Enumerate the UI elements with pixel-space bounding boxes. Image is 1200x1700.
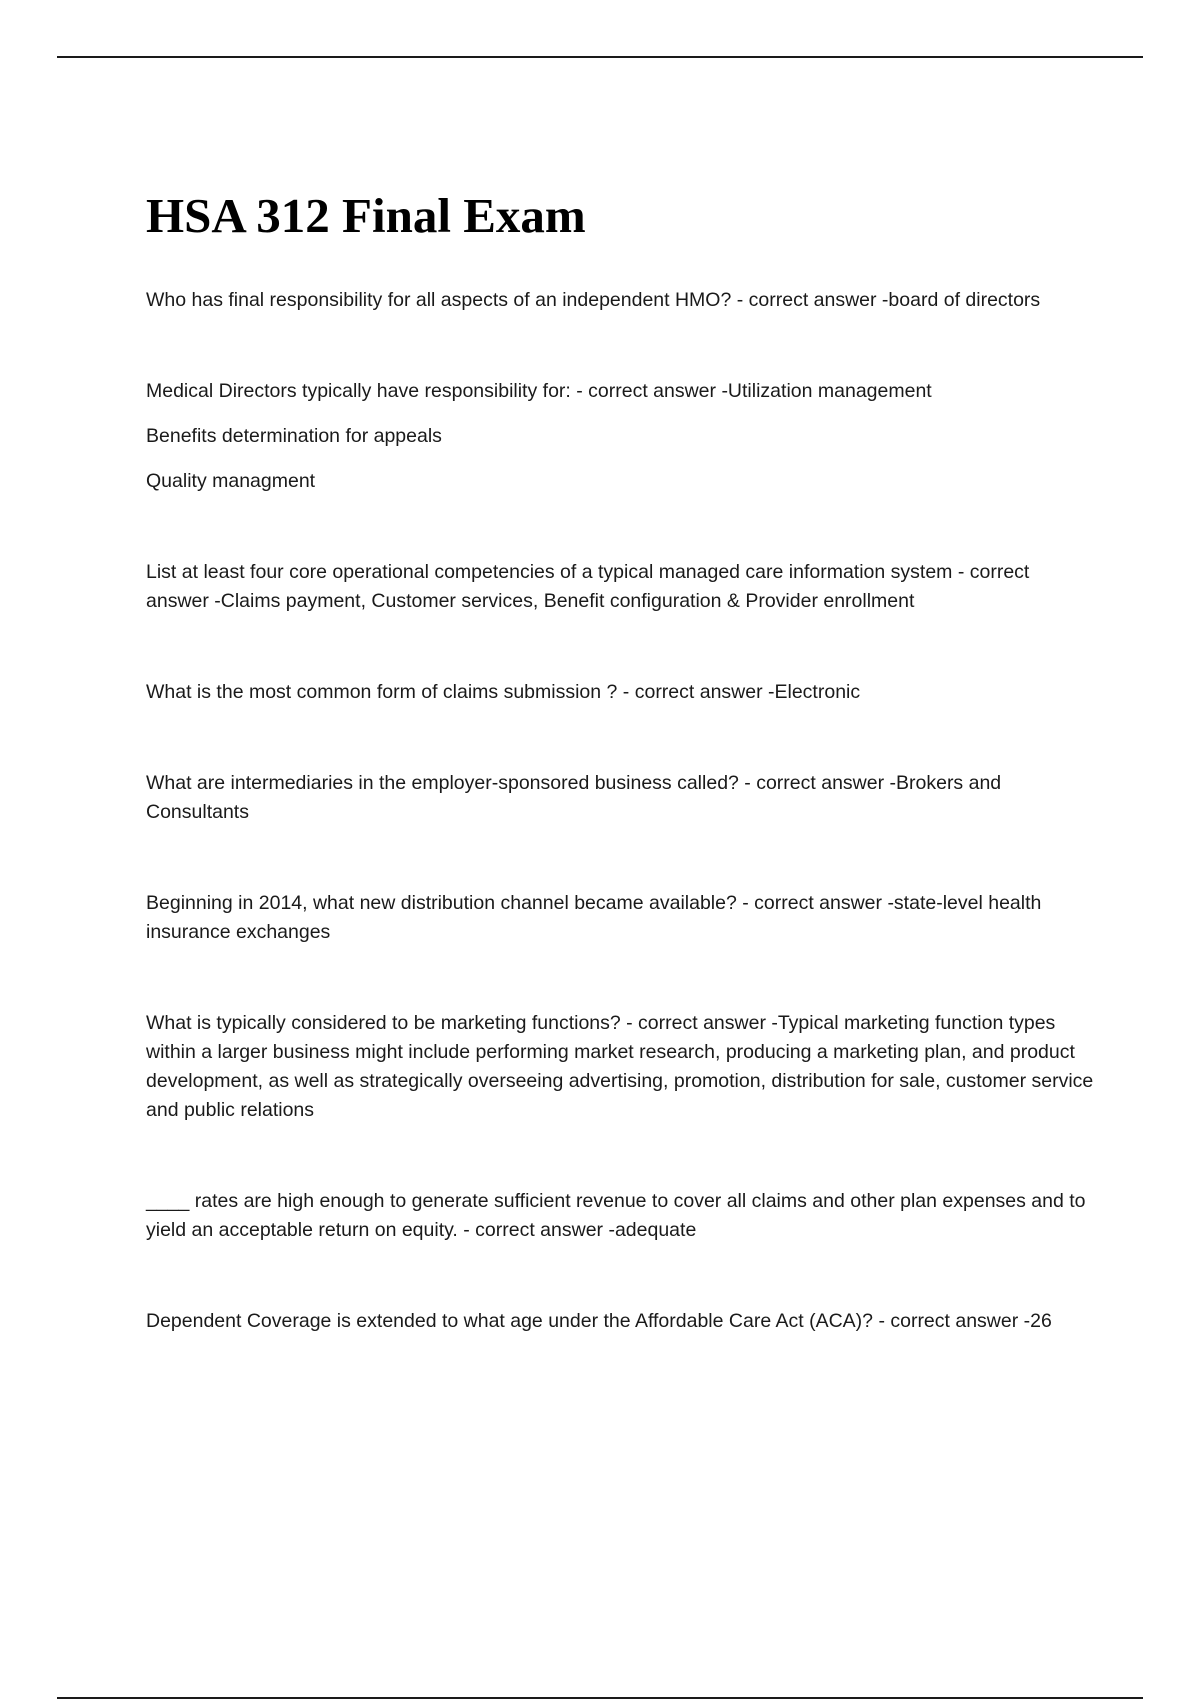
qa-text: Beginning in 2014, what new distribution channel became available? - correct answer -state-level health insurance exchanges (146, 892, 1042, 943)
qa-item (146, 377, 1096, 496)
qa-extra-line: Quality managment (146, 470, 316, 492)
qa-list (146, 286, 1096, 1336)
qa-item (146, 1307, 1096, 1336)
qa-text: What are intermediaries in the employer-sponsored business called? - correct answer -Brokers and Consultants (146, 772, 1002, 823)
header-rule (57, 56, 1143, 58)
qa-extra-line: Benefits determination for appeals (146, 425, 442, 447)
qa-text: Medical Directors typically have responsibility for: - correct answer -Utilization management (146, 380, 932, 402)
qa-item (146, 286, 1096, 315)
qa-item (146, 889, 1096, 947)
qa-text: Who has final responsibility for all aspects of an independent HMO? - correct answer -board of directors (146, 289, 1041, 311)
qa-text: List at least four core operational competencies of a typical managed care information system - correct answer -Claims payment, Customer services, Benefit configuration & Provider enrollment (146, 561, 1030, 612)
qa-text: What is the most common form of claims submission ? - correct answer -Electronic (146, 681, 861, 703)
qa-item (146, 558, 1096, 616)
qa-item (146, 769, 1096, 827)
qa-item (146, 1187, 1096, 1245)
qa-text: ____ rates are high enough to generate sufficient revenue to cover all claims and other plan expenses and to yield an acceptable return on equity. - correct answer -adequate (146, 1190, 1086, 1241)
qa-item (146, 1009, 1096, 1125)
document-title: HSA 312 Final Exam (146, 188, 586, 243)
document-body (146, 186, 1096, 1336)
footer-rule (57, 1697, 1143, 1699)
qa-item (146, 678, 1096, 707)
qa-text: What is typically considered to be marketing functions? - correct answer -Typical marketing function types within a larger business might include performing market research, producing a marketing plan, and product development, as well as strategically overseeing advertising, promotion, distribution for sale, customer service and public relations (146, 1012, 1094, 1121)
qa-text: Dependent Coverage is extended to what age under the Affordable Care Act (ACA)? - correct answer -26 (146, 1310, 1052, 1332)
